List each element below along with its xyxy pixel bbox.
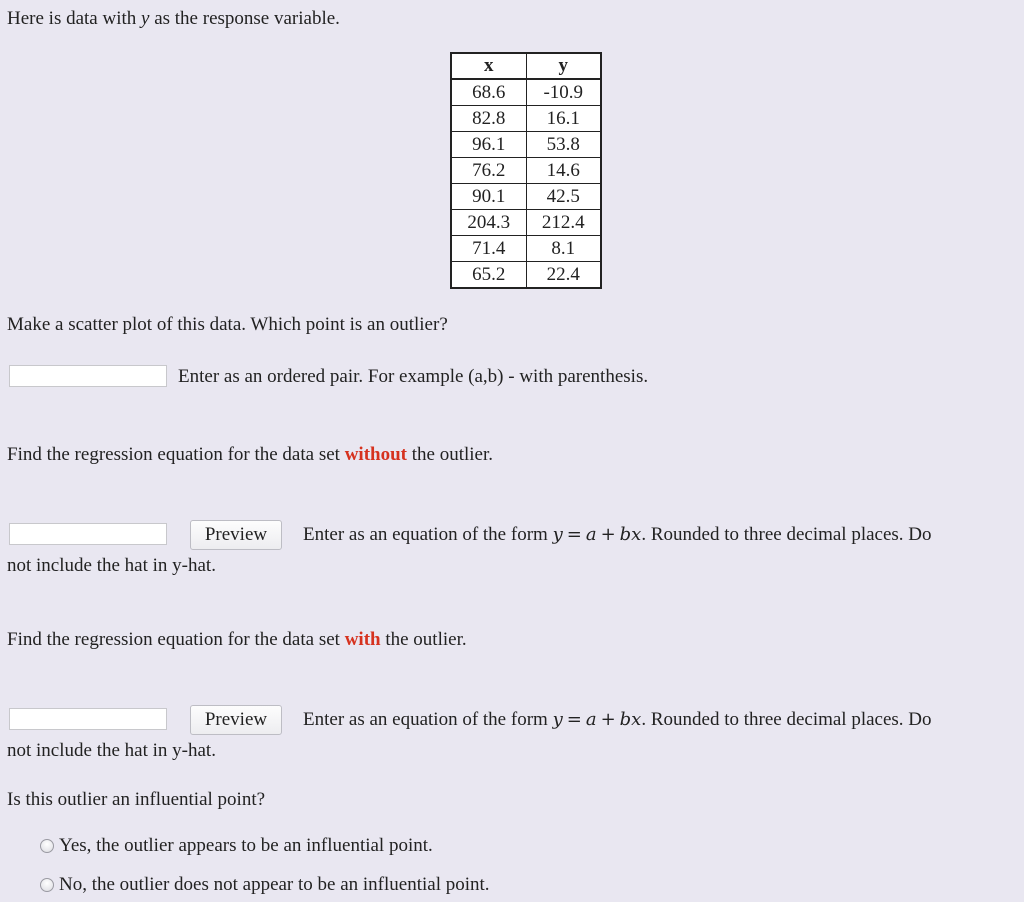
- table-cell-y: 16.1: [526, 106, 601, 132]
- table-row: [451, 158, 601, 184]
- response-variable: y: [141, 8, 150, 29]
- emphasis-without: without: [344, 444, 407, 465]
- influential-point-question: Is this outlier an influential point?: [7, 789, 266, 810]
- equation-format-hint-continued: not include the hat in y-hat.: [7, 555, 216, 576]
- intro-text-after: as the response variable.: [149, 8, 340, 29]
- option-no[interactable]: [40, 874, 490, 896]
- equation-a: a: [585, 709, 597, 730]
- hint-text: Enter as an equation of the form: [303, 709, 553, 730]
- table-row: [451, 132, 601, 158]
- equation-y: y: [552, 709, 563, 730]
- radio-button[interactable]: [40, 839, 54, 853]
- emphasis-with: with: [344, 629, 381, 650]
- outlier-question: Make a scatter plot of this data. Which point is an outlier?: [7, 314, 448, 335]
- table-header-row: [451, 53, 601, 79]
- option-label: Yes, the outlier appears to be an influential point.: [59, 835, 433, 856]
- equation-format-hint: [303, 709, 932, 731]
- regression-with-outlier-question: [7, 629, 467, 651]
- outlier-answer-input[interactable]: [9, 365, 167, 387]
- table-cell-x: 76.2: [451, 158, 526, 184]
- preview-button[interactable]: Preview: [190, 520, 282, 550]
- table-row: [451, 210, 601, 236]
- equation-equals: =: [566, 709, 582, 730]
- table-row: [451, 262, 601, 289]
- table-row: [451, 79, 601, 106]
- hint-text: . Rounded to three decimal places. Do: [641, 524, 932, 545]
- table-cell-y: 22.4: [526, 262, 601, 289]
- table-cell-x: 65.2: [451, 262, 526, 289]
- table-cell-y: 42.5: [526, 184, 601, 210]
- table-header-y: y: [526, 53, 601, 79]
- table-row: [451, 184, 601, 210]
- regression-without-outlier-input[interactable]: [9, 523, 167, 545]
- regression-without-outlier-question: [7, 444, 493, 466]
- table-cell-y: 8.1: [526, 236, 601, 262]
- data-table: [450, 52, 602, 289]
- outlier-answer-hint: Enter as an ordered pair. For example (a,b) - with parenthesis.: [178, 366, 649, 387]
- table-cell-x: 204.3: [451, 210, 526, 236]
- option-label: No, the outlier does not appear to be an influential point.: [59, 874, 490, 895]
- option-yes[interactable]: [40, 835, 433, 857]
- intro-text: [7, 8, 340, 30]
- table-header-x: x: [451, 53, 526, 79]
- table-cell-y: -10.9: [526, 79, 601, 106]
- table-cell-x: 68.6: [451, 79, 526, 106]
- equation-plus: +: [600, 709, 616, 730]
- table-row: [451, 106, 601, 132]
- equation-y: y: [552, 524, 563, 545]
- table-cell-x: 71.4: [451, 236, 526, 262]
- table-cell-y: 14.6: [526, 158, 601, 184]
- equation-format-hint: [303, 524, 932, 546]
- question-text: Find the regression equation for the data set: [7, 444, 345, 465]
- regression-with-outlier-input[interactable]: [9, 708, 167, 730]
- hint-text: . Rounded to three decimal places. Do: [641, 709, 932, 730]
- equation-equals: =: [566, 524, 582, 545]
- question-text: the outlier.: [406, 444, 493, 465]
- preview-button[interactable]: Preview: [190, 705, 282, 735]
- table-cell-x: 96.1: [451, 132, 526, 158]
- equation-bx: bx: [619, 524, 642, 545]
- question-text: the outlier.: [380, 629, 467, 650]
- table-row: [451, 236, 601, 262]
- question-text: Find the regression equation for the data set: [7, 629, 345, 650]
- hint-text: Enter as an equation of the form: [303, 524, 553, 545]
- equation-plus: +: [600, 524, 616, 545]
- table-cell-y: 212.4: [526, 210, 601, 236]
- intro-text-before: Here is data with: [7, 8, 142, 29]
- radio-button[interactable]: [40, 878, 54, 892]
- equation-bx: bx: [619, 709, 642, 730]
- equation-format-hint-continued: not include the hat in y-hat.: [7, 740, 216, 761]
- table-cell-y: 53.8: [526, 132, 601, 158]
- table-cell-x: 90.1: [451, 184, 526, 210]
- equation-a: a: [585, 524, 597, 545]
- table-cell-x: 82.8: [451, 106, 526, 132]
